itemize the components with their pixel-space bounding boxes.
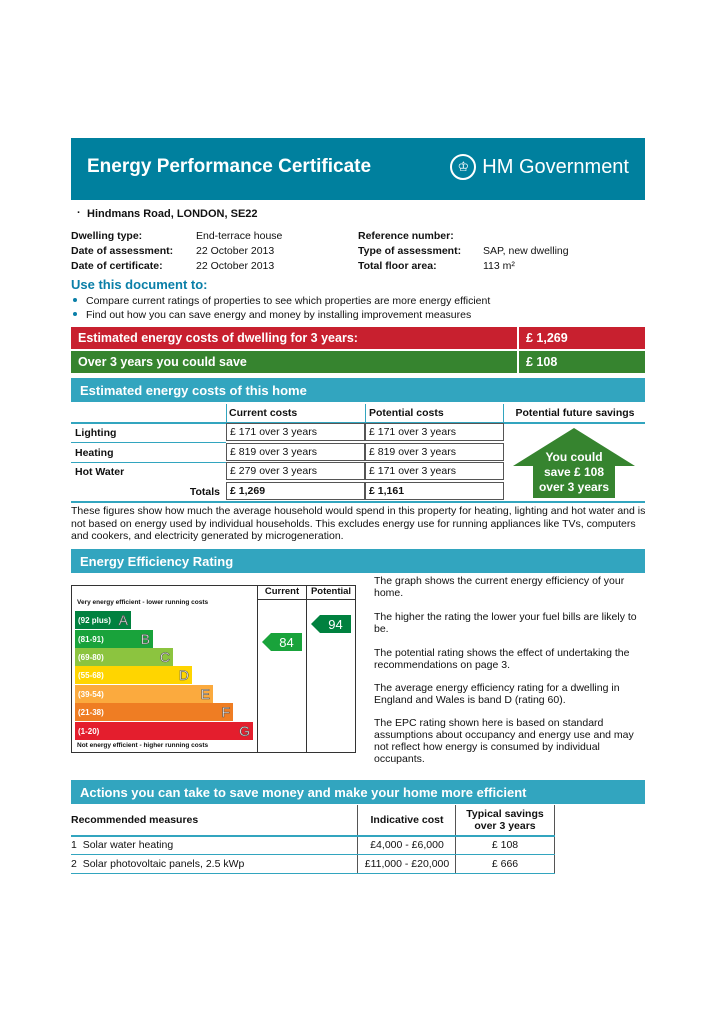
hm-government-logo bbox=[450, 154, 629, 180]
floor-area-value: 113 m² bbox=[483, 260, 515, 272]
heating-potential-cost: £ 819 over 3 years bbox=[365, 443, 504, 461]
date-certificate-value: 22 October 2013 bbox=[196, 260, 275, 272]
property-address: · Hindmans Road, LONDON, SE22 bbox=[87, 208, 258, 220]
reference-label: Reference number: bbox=[358, 230, 454, 242]
row-label-heating: Heating bbox=[75, 446, 114, 459]
rating-band-a: (92 plus) A bbox=[75, 611, 131, 629]
savings-arrow bbox=[513, 428, 635, 498]
table-divider bbox=[71, 835, 555, 837]
table-divider bbox=[71, 873, 555, 874]
measure-cost: £4,000 - £6,000 bbox=[370, 839, 444, 851]
use-document-bullet: Compare current ratings of properties to see which properties are more energy efficient bbox=[73, 295, 490, 307]
measure-row: 2 Solar photovoltaic panels, 2.5 kWp bbox=[71, 858, 245, 870]
row-label-lighting: Lighting bbox=[75, 426, 117, 439]
col-recommended-measures: Recommended measures bbox=[71, 814, 199, 826]
col-potential-costs: Potential costs bbox=[369, 407, 444, 419]
dwelling-type-label: Dwelling type: bbox=[71, 230, 143, 242]
lighting-current-cost: £ 171 over 3 years bbox=[226, 423, 365, 441]
table-divider bbox=[503, 404, 504, 422]
estimated-costs-value: £ 1,269 bbox=[519, 327, 645, 349]
hm-government-logo-text: HM Government bbox=[482, 155, 629, 178]
estimated-costs-bar: Estimated energy costs of dwelling for 3 years: bbox=[71, 327, 517, 349]
current-column bbox=[257, 585, 307, 753]
totals-potential-cost: £ 1,161 bbox=[365, 482, 504, 500]
col-typical-savings: Typical savings over 3 years bbox=[466, 808, 544, 832]
bottom-caption: Not energy efficient - higher running costs bbox=[77, 742, 209, 749]
actions-section-header: Actions you can take to save money and make your home more efficient bbox=[71, 780, 645, 804]
measure-row: 1 Solar water heating bbox=[71, 839, 174, 851]
rating-band-b: (81-91) B bbox=[75, 630, 153, 648]
table-divider bbox=[554, 805, 555, 874]
costs-section-header: Estimated energy costs of this home bbox=[71, 378, 645, 402]
col-current-costs: Current costs bbox=[229, 407, 298, 419]
col-current-rating: Current bbox=[264, 586, 300, 597]
table-divider bbox=[71, 854, 555, 855]
bullet-dot-icon bbox=[73, 298, 77, 302]
certificate-header bbox=[71, 138, 645, 200]
lighting-potential-cost: £ 171 over 3 years bbox=[365, 423, 504, 441]
totals-current-cost: £ 1,269 bbox=[226, 482, 365, 500]
assessment-type-label: Type of assessment: bbox=[358, 245, 462, 257]
date-certificate-label: Date of certificate: bbox=[71, 260, 163, 272]
use-document-bullet: Find out how you can save energy and money by installing improvement measures bbox=[73, 309, 471, 321]
col-future-savings: Potential future savings bbox=[515, 407, 635, 419]
costs-explanation: These figures show how much the average household would spend in this property for heating, lighting and hot water and is not based on energy used by individual households. This excludes energy use for running appliances like TVs, computers and cookers, and electricity generated by microgeneration. bbox=[71, 505, 646, 542]
dwelling-type-value: End-terrace house bbox=[196, 230, 283, 242]
hot-water-potential-cost: £ 171 over 3 years bbox=[365, 462, 504, 480]
rating-paragraph: The graph shows the current energy efficiency of your home. bbox=[374, 575, 625, 599]
floor-area-label: Total floor area: bbox=[358, 260, 437, 272]
measure-saving: £ 108 bbox=[491, 839, 519, 851]
potential-saving-bar: Over 3 years you could save bbox=[71, 351, 517, 373]
top-caption: Very energy efficient - lower running costs bbox=[77, 599, 209, 606]
rating-band-f: (21-38) F bbox=[75, 703, 233, 721]
rating-section-header: Energy Efficiency Rating bbox=[71, 549, 645, 573]
potential-rating-value: 94 bbox=[328, 616, 343, 632]
date-assessment-value: 22 October 2013 bbox=[196, 245, 275, 257]
rating-paragraph: The higher the rating the lower your fuel bills are likely to be. bbox=[374, 611, 637, 635]
rating-paragraph: The EPC rating shown here is based on standard assumptions about occupancy and energy use and may not reflect how energy is consumed by individual occupants. bbox=[374, 717, 634, 765]
rating-band-d: (55-68) D bbox=[75, 666, 192, 684]
hot-water-current-cost: £ 279 over 3 years bbox=[226, 462, 365, 480]
use-document-title: Use this document to: bbox=[71, 277, 208, 292]
row-label-hot-water: Hot Water bbox=[75, 465, 125, 478]
totals-label: Totals bbox=[189, 485, 220, 498]
measure-cost: £11,000 - £20,000 bbox=[364, 858, 450, 870]
certificate-title: Energy Performance Certificate bbox=[87, 156, 372, 177]
table-divider bbox=[226, 404, 227, 422]
potential-column bbox=[306, 585, 356, 753]
rating-paragraph: The average energy efficiency rating for a dwelling in England and Wales is band D (rating 60). bbox=[374, 682, 620, 706]
rating-paragraph: The potential rating shows the effect of undertaking the recommendations on page 3. bbox=[374, 647, 630, 671]
date-assessment-label: Date of assessment: bbox=[71, 245, 174, 257]
potential-rating-pointer bbox=[311, 615, 351, 633]
column-header-divider bbox=[257, 599, 356, 600]
heating-current-cost: £ 819 over 3 years bbox=[226, 443, 365, 461]
bullet-dot-icon bbox=[73, 312, 77, 316]
rating-band-e: (39-54) E bbox=[75, 685, 213, 703]
potential-saving-value: £ 108 bbox=[519, 351, 645, 373]
current-rating-value: 84 bbox=[279, 634, 294, 650]
rating-band-g: (1-20) G bbox=[75, 722, 253, 740]
col-potential-rating: Potential bbox=[310, 586, 352, 597]
royal-crest-icon: ♔ bbox=[450, 154, 476, 180]
savings-arrow-text: You could save £ 108 over 3 years bbox=[538, 450, 610, 494]
table-divider bbox=[365, 404, 366, 422]
rating-band-c: (69-80) C bbox=[75, 648, 173, 666]
table-divider bbox=[71, 501, 645, 503]
current-rating-pointer bbox=[262, 633, 302, 651]
col-indicative-cost: Indicative cost bbox=[370, 814, 444, 826]
measure-saving: £ 666 bbox=[491, 858, 519, 870]
assessment-type-value: SAP, new dwelling bbox=[483, 245, 569, 257]
